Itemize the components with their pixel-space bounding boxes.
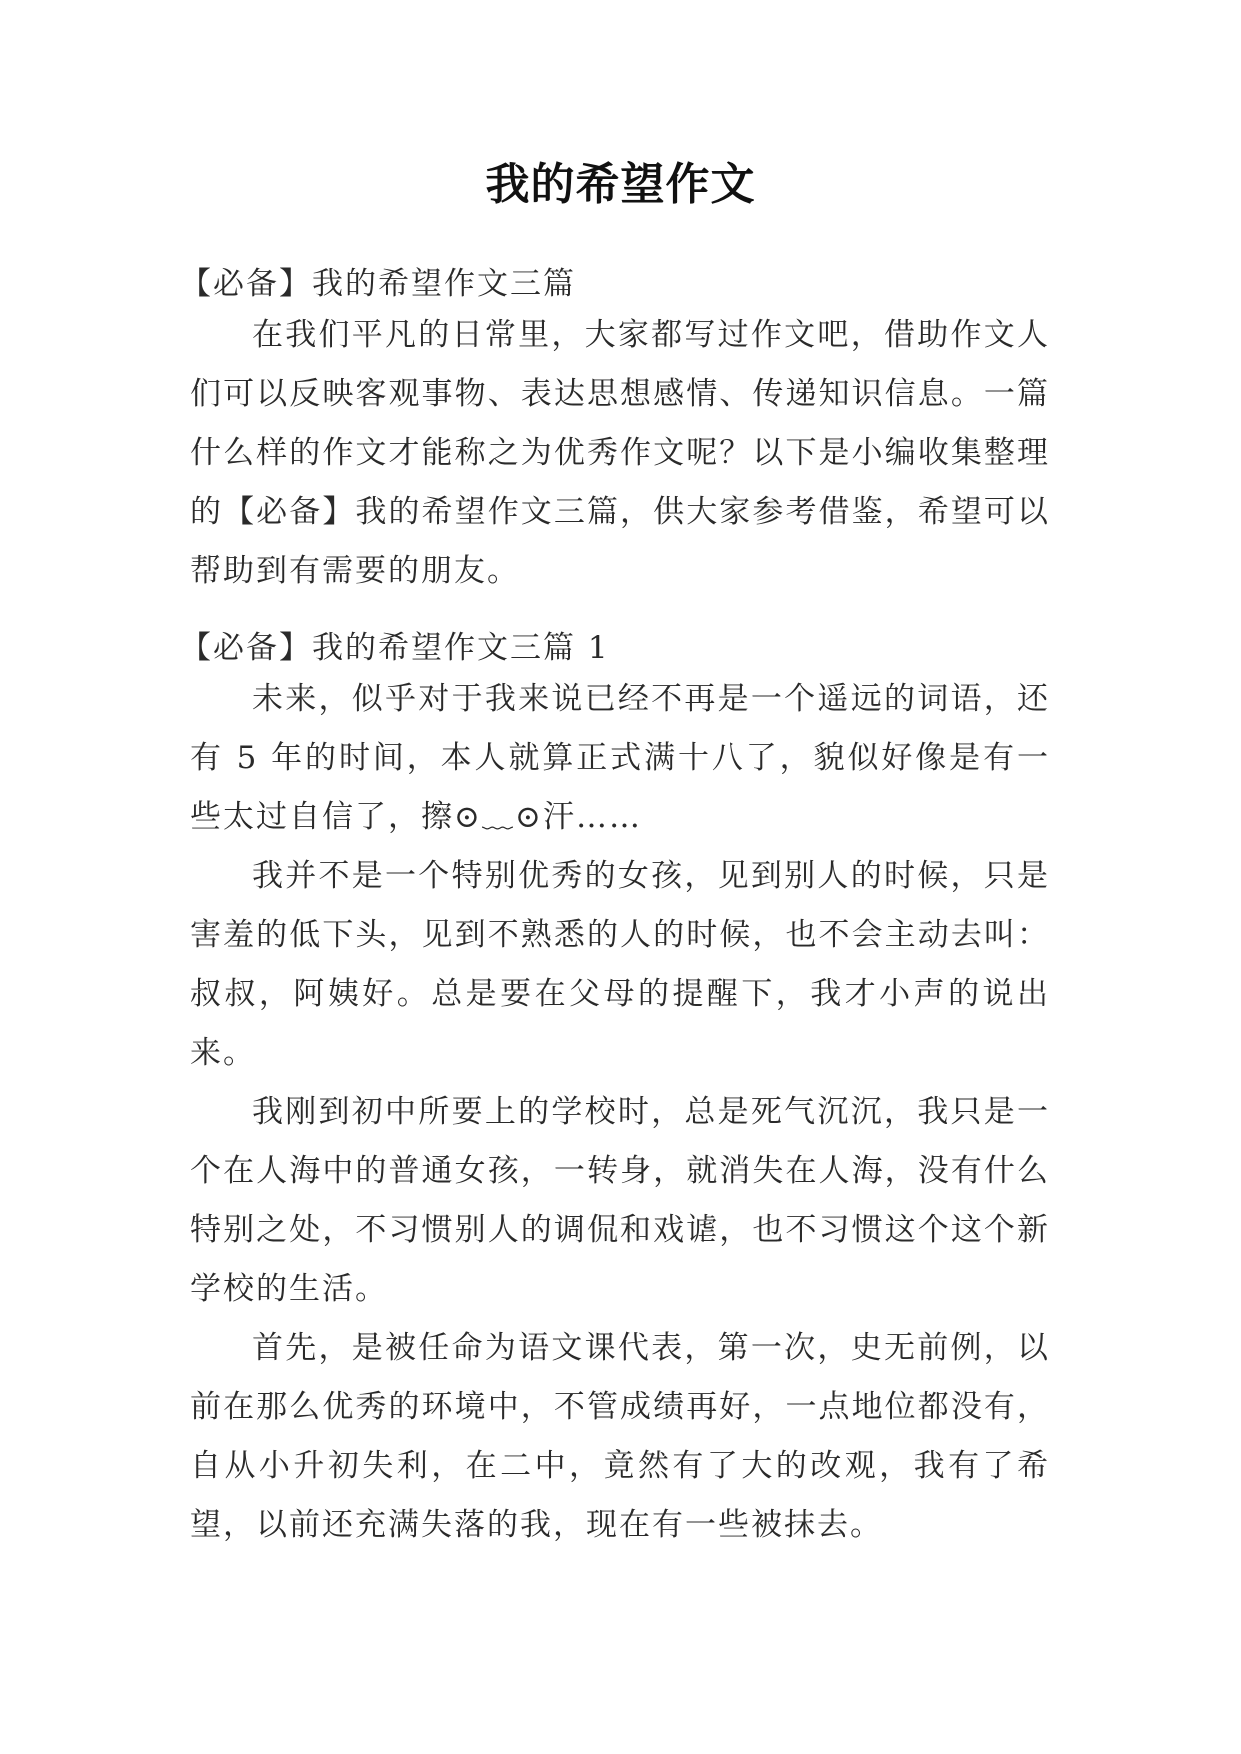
document-title: 我的希望作文 — [485, 159, 756, 210]
section-1-body — [190, 670, 1050, 1555]
section-1-paragraph: 未来，似乎对于我来说已经不再是一个遥远的词语，还有 5 年的时间，本人就算正式满十八了，貌似好像是有一些太过自信了，擦⊙﹏⊙汗…… — [190, 681, 1050, 835]
section-1-paragraph: 我刚到初中所要上的学校时，总是死气沉沉，我只是一个在人海中的普通女孩，一转身，就消失在人海，没有什么特别之处，不习惯别人的调侃和戏谑，也不习惯这个这个新学校的生活。 — [190, 1094, 1050, 1307]
section-1-paragraph: 首先，是被任命为语文课代表，第一次，史无前例，以前在那么优秀的环境中，不管成绩再好，一点地位都没有，自从小升初失利，在二中，竟然有了大的改观，我有了希望，以前还充满失落的我，现在有一些被抹去。 — [190, 1330, 1050, 1543]
section-1-heading: 【必备】我的希望作文三篇 1 — [180, 630, 610, 666]
intro-body — [190, 306, 1050, 601]
intro-paragraph: 在我们平凡的日常里，大家都写过作文吧，借助作文人们可以反映客观事物、表达思想感情、传递知识信息。一篇什么样的作文才能称之为优秀作文呢？以下是小编收集整理的【必备】我的希望作文三篇，供大家参考借鉴，希望可以帮助到有需要的朋友。 — [190, 317, 1050, 589]
section-1-paragraph: 我并不是一个特别优秀的女孩，见到别人的时候，只是害羞的低下头，见到不熟悉的人的时候，也不会主动去叫：叔叔，阿姨好。总是要在父母的提醒下，我才小声的说出来。 — [190, 858, 1050, 1071]
intro-heading: 【必备】我的希望作文三篇 — [180, 266, 576, 302]
